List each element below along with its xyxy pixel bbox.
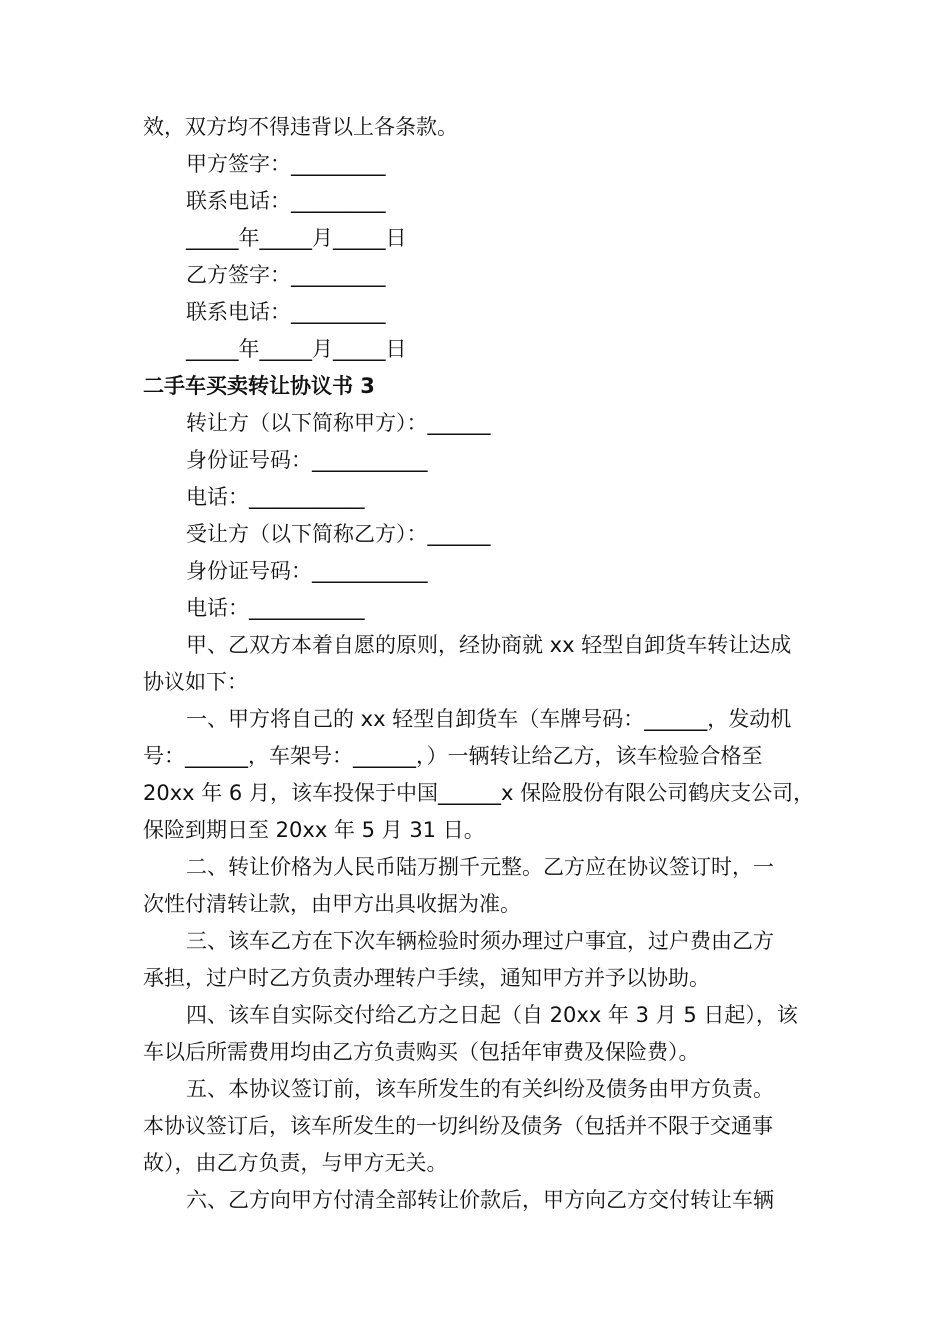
paragraph-line: 二、转让价格为人民币陆万捌千元整。乙方应在协议签订时，一 — [186, 855, 774, 879]
paragraph-line: 四、该车自实际交付给乙方之日起（自 20xx 年 3 月 5 日起），该 — [186, 1003, 798, 1027]
paragraph-line: 三、该车乙方在下次车辆检验时须办理过户事宜，过户费由乙方 — [186, 929, 774, 953]
paragraph-line: 号：______，车架号：______，）一辆转让给乙方，该车检验合格至 — [143, 744, 763, 768]
paragraph-line: 五、本协议签订前，该车所发生的有关纠纷及债务由甲方负责。 — [186, 1077, 774, 1101]
paragraph-line: 20xx 年 6 月，该车投保于中国______x 保险股份有限公司鹤庆支公司， — [143, 781, 815, 805]
text-line: _____年_____月_____日 — [186, 226, 407, 250]
paragraph-line: 故），由乙方负责，与甲方无关。 — [143, 1151, 448, 1175]
text-line: 受让方（以下简称乙方）：______ — [186, 522, 491, 546]
text-line: 电话：___________ — [186, 596, 365, 620]
text-line: _____年_____月_____日 — [186, 337, 407, 361]
paragraph-line: 协议如下： — [143, 670, 248, 694]
section-heading: 二手车买卖转让协议书 3 — [143, 374, 375, 398]
text-line: 身份证号码：___________ — [186, 448, 428, 472]
text-line: 联系电话：_________ — [186, 300, 386, 324]
paragraph-line: 车以后所需费用均由乙方负责购买（包括年审费及保险费）。 — [143, 1040, 700, 1064]
text-line: 转让方（以下简称甲方）：______ — [186, 411, 491, 435]
text-line: 身份证号码：___________ — [186, 559, 428, 583]
text-line: 电话：___________ — [186, 485, 365, 509]
paragraph-line: 承担，过户时乙方负责办理转户手续，通知甲方并予以协助。 — [143, 966, 710, 990]
paragraph-line: 本协议签订后，该车所发生的一切纠纷及债务（包括并不限于交通事 — [143, 1114, 773, 1138]
text-line: 联系电话：_________ — [186, 189, 386, 213]
paragraph-line: 保险到期日至 20xx 年 5 月 31 日。 — [143, 818, 485, 842]
text-line: 乙方签字：_________ — [186, 263, 386, 287]
paragraph-line: 一、甲方将自己的 xx 轻型自卸货车（车牌号码：______，发动机 — [186, 707, 792, 731]
text-line: 甲方签字：_________ — [186, 152, 386, 176]
paragraph-line: 六、乙方向甲方付清全部转让价款后，甲方向乙方交付转让车辆 — [186, 1188, 774, 1212]
text-line: 效，双方均不得违背以上各条款。 — [143, 115, 458, 139]
paragraph-line: 次性付清转让款，由甲方出具收据为准。 — [143, 892, 521, 916]
paragraph-line: 甲、乙双方本着自愿的原则，经协商就 xx 轻型自卸货车转让达成 — [186, 633, 792, 657]
